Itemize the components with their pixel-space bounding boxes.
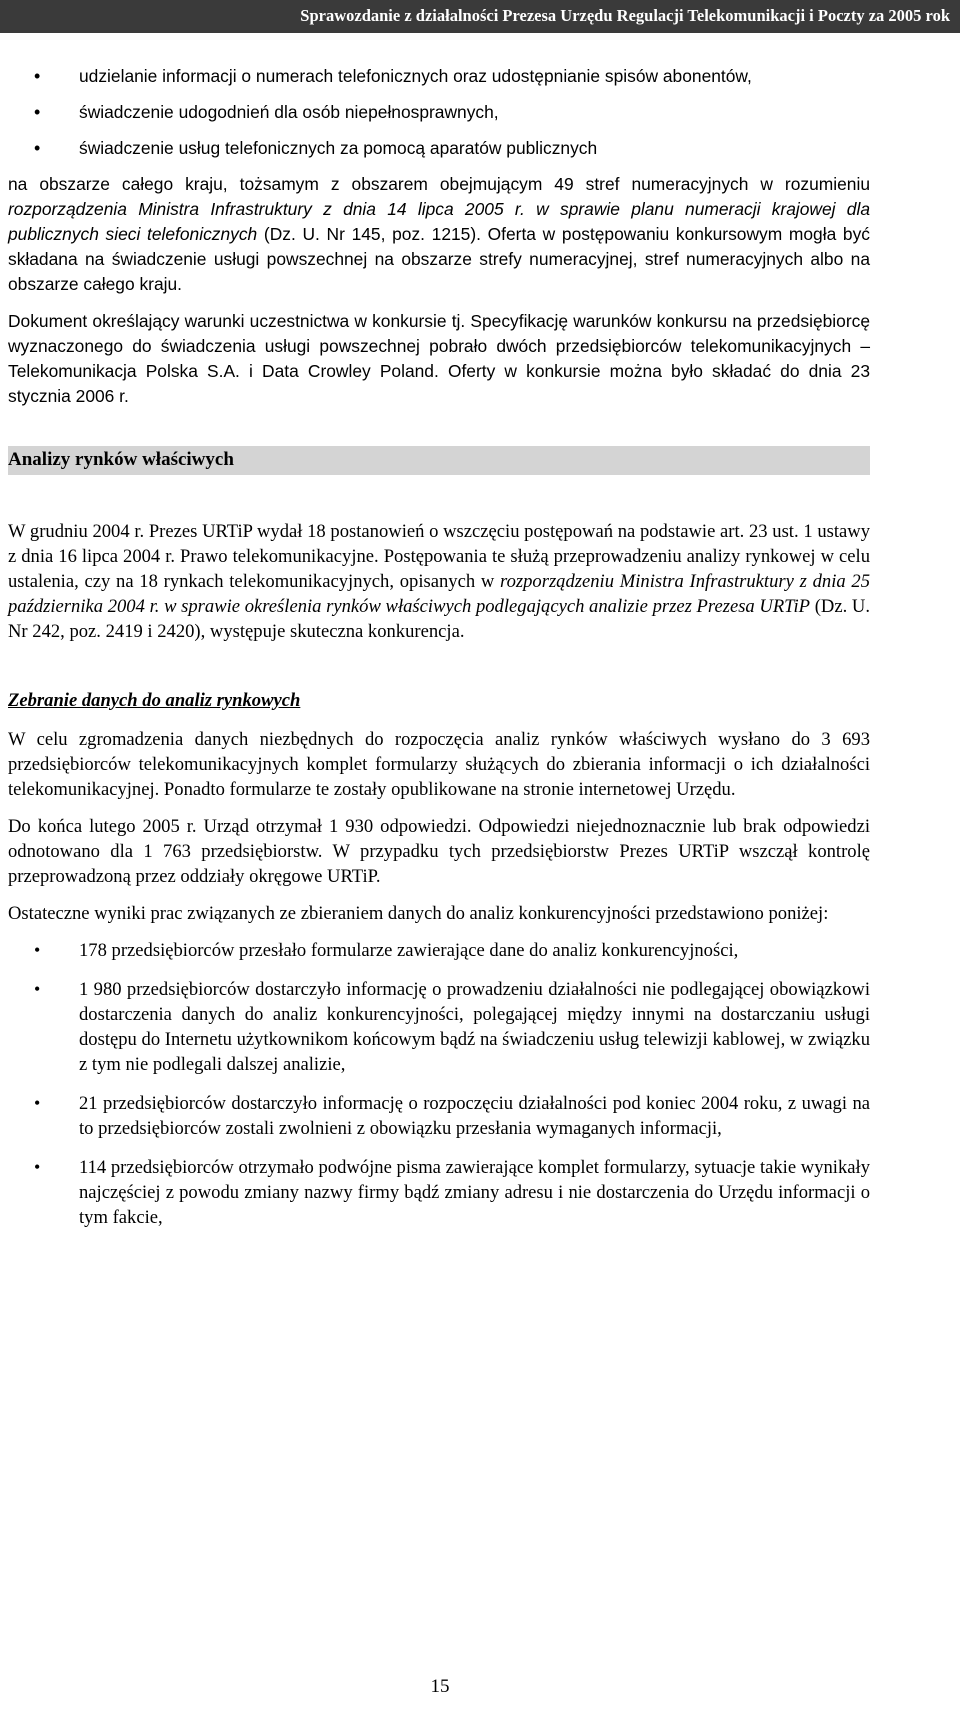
list-item: • 178 przedsiębiorców przesłało formularze zawierające dane do analiz konkurencyjności, <box>8 938 870 963</box>
text-run: Dokument określający warunki uczestnictwa w konkursie tj. <box>8 311 471 331</box>
text-run: (Dz. U. Nr 145, poz. 1215). Oferta w postępowaniu konkursowym mogła być składana na świadczenie usługi powszechnej na obszarze strefy numeracyjnej, stref numeracyjnych albo na obszarze całego kraju. <box>8 224 870 294</box>
paragraph-area <box>8 172 870 297</box>
page-header <box>0 0 960 33</box>
paragraph-market-analysis <box>8 519 870 644</box>
header-title: Sprawozdanie z działalności Prezesa Urzędu Regulacji Telekomunikacji i Poczty za 2005 rok <box>300 6 950 25</box>
page-content <box>8 64 870 1244</box>
text-run: na obszarze całego kraju, tożsamym z obszarem obejmującym 49 stref numeracyjnych w rozumieniu <box>8 174 870 194</box>
text-run: Specyfikację warunków konkursu na przedsiębiorcę wyznaczonego do świadczenia usługi powszechnej pobrało dwóch przedsiębiorców telekomunikacyjnych – Telekomunikacja Polska S.A. i Data Crowley Poland. Oferty w konkursie można było składać do dnia 23 stycznia 2006 r. <box>8 311 870 406</box>
list-item: • udzielanie informacji o numerach telefonicznych oraz udostępnianie spisów abonentów, <box>8 64 870 89</box>
section-heading-market-analysis: Analizy rynków właściwych <box>8 446 870 475</box>
paragraph-results-intro: Ostateczne wyniki prac związanych ze zbieraniem danych do analiz konkurencyjności przedstawiono poniżej: <box>8 903 829 924</box>
page-number: 15 <box>430 1676 450 1697</box>
list-item: • 1 980 przedsiębiorców dostarczyło informację o prowadzeniu działalności nie podlegającej obowiązkowi dostarczenia danych do analiz konkurencyjności, polegającej między innymi na dostarczaniu usługi dostępu do Internetu użytkownikom końcowym bądź na świadczeniu usług telewizji kablowej, w związku z tym nie podlegali dalszej analizie, <box>8 977 870 1077</box>
paragraph-data-collection: W celu zgromadzenia danych niezbędnych do rozpoczęcia analiz rynków właściwych wysłano do 3 693 przedsiębiorców telekomunikacyjnych komplet formularzy służących do zbierania informacji o ich działalności telekomunikacyjnej. Ponadto formularze te zostały opublikowane na stronie internetowej Urzędu. <box>8 729 870 800</box>
subsection-heading-data-collection: Zebranie danych do analiz rynkowych <box>8 690 301 711</box>
list-item: • świadczenie udogodnień dla osób niepełnosprawnych, <box>8 100 870 125</box>
list-item: • 21 przedsiębiorców dostarczyło informację o rozpoczęciu działalności pod koniec 2004 roku, z uwagi na to przedsiębiorców zostali zwolnieni z obowiązku przesłania wymaganych informacji, <box>8 1091 870 1141</box>
paragraph-responses: Do końca lutego 2005 r. Urząd otrzymał 1 930 odpowiedzi. Odpowiedzi niejednoznacznie lub brak odpowiedzi odnotowano dla 1 763 przedsiębiorstw. W przypadku tych przedsiębiorstw Prezes URTiP wszczął kontrolę przeprowadzoną przez oddziały okręgowe URTiP. <box>8 816 870 887</box>
text-run: (Dz. U. Nr 242, poz. 2419 i 2420), występuje skuteczna konkurencja. <box>8 596 870 642</box>
legal-reference: rozporządzenia Ministra Infrastruktury z dnia 14 lipca 2005 r. w sprawie planu numeracji krajowej dla publicznych sieci telefonicznych <box>8 199 870 244</box>
bullet-list-services <box>8 64 870 161</box>
legal-reference: rozporządzeniu Ministra Infrastruktury z dnia 25 października 2004 r. w sprawie określenia rynków właściwych podlegających analizie przez Prezesa URTiP <box>8 571 870 617</box>
list-item: • 114 przedsiębiorców otrzymało podwójne pisma zawierające komplet formularzy, sytuacje takie wynikały najczęściej z powodu zmiany nazwy firmy bądź zmiany adresu i nie dostarczenia do Urzędu informacji o tym fakcie, <box>8 1155 870 1230</box>
text-run: W grudniu 2004 r. Prezes URTiP wydał 18 postanowień o wszczęciu postępowań na podstawie art. 23 ust. 1 ustawy z dnia 16 lipca 2004 r. Prawo telekomunikacyjne. Postępowania te służą przeprowadzeniu analizy rynkowej w celu ustalenia, czy na 18 rynkach telekomunikacyjnych, opisanych w <box>8 521 870 592</box>
list-item: • świadczenie usług telefonicznych za pomocą aparatów publicznych <box>8 136 870 161</box>
paragraph-document <box>8 309 870 409</box>
bullet-list-results <box>8 938 870 1230</box>
